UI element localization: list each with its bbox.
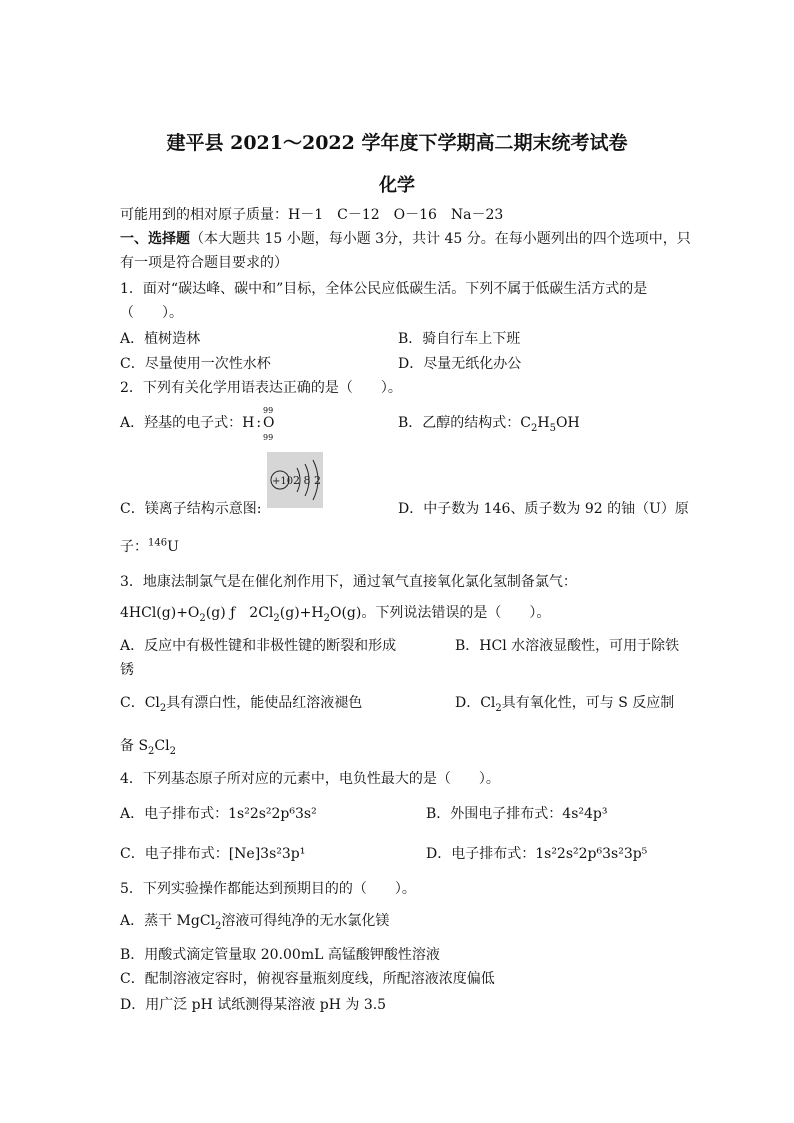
sub: 2 <box>495 702 502 714</box>
q2-option-b <box>398 414 580 432</box>
section1-instruction-1: （本大题共 15 小题，每小题 3分，共计 45 分。在每小题列出的四个选项中，只 <box>190 231 691 247</box>
q4-option-a: A．电子排布式：1s²2s²2p⁶3s² <box>120 806 317 822</box>
q4-option-d: D．电子排布式：1s²2s²2p⁶3s²3p⁵ <box>426 846 648 862</box>
q3-stem: 3．地康法制氯气是在催化剂作用下，通过氧气直接氧化氯化氢制备氯气： <box>120 574 577 590</box>
q2-electron-dots-bottom: 99 <box>263 433 274 442</box>
subject-title: 化学 <box>379 175 415 196</box>
sub: 2 <box>273 612 280 624</box>
q1-option-d: D．尽量无纸化办公 <box>398 356 522 372</box>
q2-option-d-line2 <box>120 538 179 556</box>
eq-part: 4HCl(g)+O <box>120 605 200 621</box>
q3-option-d-line2 <box>120 737 176 755</box>
q1-option-a: A．植树造林 <box>120 331 201 347</box>
q1-option-c: C．尽量使用一次性水杯 <box>120 356 271 372</box>
sub: 2 <box>531 422 538 434</box>
exam-title: 建平县 2021～2022 学年度下学期高二期末统考试卷 <box>166 132 628 154</box>
q2-option-c: C．镁离子结构示意图: <box>120 501 262 517</box>
eq-part: (g) ƒ 2Cl <box>205 605 274 621</box>
magnesium-ion-diagram <box>267 452 323 508</box>
sub: 2 <box>215 920 222 932</box>
q3-option-b-line2: 锈 <box>120 662 134 678</box>
section1-heading: 一、选择题 <box>120 231 190 247</box>
q5-option-b: B．用酸式滴定管量取 20.00mL 高锰酸钾酸性溶液 <box>120 947 440 963</box>
q1-option-b: B．骑自行车上下班 <box>398 331 521 347</box>
q1-stem-2: （ ）。 <box>120 305 183 321</box>
q1-stem: 1．面对“碳达峰、碳中和”目标，全体公民应低碳生活。下列不属于低碳生活方式的是 <box>120 281 648 297</box>
q3-c-pre: C．Cl <box>120 695 160 711</box>
q3-option-c <box>120 694 362 712</box>
sub: 2 <box>169 745 176 757</box>
q3-option-a: A．反应中有极性键和非极性键的断裂和形成 <box>120 638 397 654</box>
q2-option-a: A．羟基的电子式：H : 99 O 99 <box>120 414 275 432</box>
q2-option-a-label: A．羟基的电子式：H <box>120 415 255 431</box>
q3-stem-tail: 。下列说法错误的是（ ）。 <box>361 605 551 621</box>
q3-d2-mid: Cl <box>154 738 170 754</box>
sub: 2 <box>323 612 330 624</box>
q2-atom-o: O <box>263 415 275 431</box>
q5-option-a <box>120 912 389 930</box>
q4-option-c: C．电子排布式：[Ne]3s²3p¹ <box>120 846 306 862</box>
sub: 2 <box>159 702 167 714</box>
section1-instruction <box>120 230 691 248</box>
eq-part: (g)+H <box>279 605 324 621</box>
q5-a-pre: A．蒸干 MgCl <box>120 913 216 929</box>
q3-d-post: 具有氧化性，可与 S 反应制 <box>501 695 675 711</box>
sub: 2 <box>148 745 155 757</box>
section1-instruction-2: 有一项是符合题目要求的） <box>120 255 288 271</box>
q4-option-b: B．外围电子排布式：4s²4p³ <box>426 806 608 822</box>
sub: 2 <box>199 612 206 624</box>
q2-electron-dots-top: 99 <box>263 406 274 415</box>
eq-part: O(g) <box>329 605 362 621</box>
q3-option-d <box>455 694 674 712</box>
q3-equation <box>120 604 550 622</box>
q2-stem: 2．下列有关化学用语表达正确的是（ ）。 <box>120 380 402 396</box>
diagram-nucleus: +10 <box>272 476 294 487</box>
diagram-shells: 2 8 2 <box>293 474 321 487</box>
q3-d-pre: D．Cl <box>455 695 496 711</box>
sub: 5 <box>549 422 556 434</box>
q2-option-d: D．中子数为 146、质子数为 92 的铀（U）原 <box>398 501 689 517</box>
q5-stem: 5．下列实验操作都能达到预期目的的（ ）。 <box>120 881 416 897</box>
q2-b-h: H <box>537 415 550 431</box>
q3-c-post: 具有漂白性，能使品红溶液褪色 <box>166 695 363 711</box>
uranium-symbol: U <box>167 539 179 555</box>
q2-b-oh: OH <box>555 415 580 431</box>
q5-a-post: 溶液可得纯净的无水氯化镁 <box>221 913 390 929</box>
q3-option-b: B．HCl 水溶液显酸性，可用于除铁 <box>455 638 680 654</box>
mass-number: 146 <box>148 537 168 549</box>
atom-structure-svg <box>267 452 323 508</box>
q4-stem: 4．下列基态原子所对应的元素中，电负性最大的是（ ）。 <box>120 771 500 787</box>
q3-d2-pre: 备 S <box>120 738 149 754</box>
q2-d-prefix: 子： <box>120 539 148 555</box>
atomic-masses: 可能用到的相对原子质量：H－1 C－12 O－16 Na－23 <box>120 207 504 223</box>
q2-option-b-label: B．乙醇的结构式：C <box>398 415 531 431</box>
q5-option-d: D．用广泛 pH 试纸测得某溶液 pH 为 3.5 <box>120 997 387 1013</box>
q5-option-c: C．配制溶液定容时，俯视容量瓶刻度线，所配溶液浓度偏低 <box>120 971 495 987</box>
